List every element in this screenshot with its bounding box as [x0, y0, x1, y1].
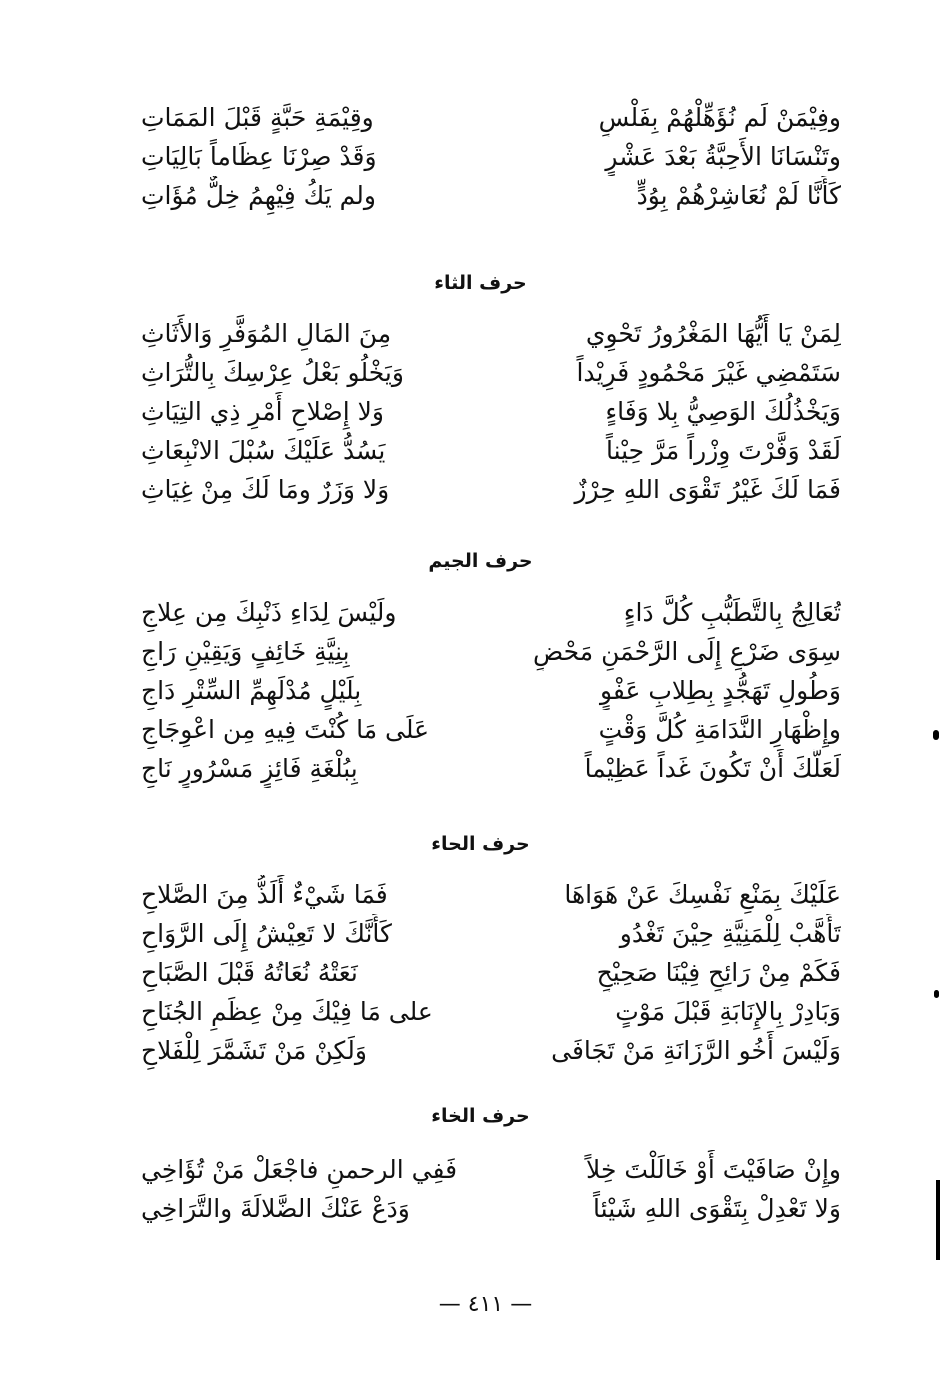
verse-first-hemistich: وفِيْمَنْ لَم نُؤَهِّلْهُمْ بِفَلْسٍ: [598, 103, 841, 132]
verse-first-hemistich: لِمَنْ يَا أَيُّهَا المَغْرُورُ تَحْوِي: [585, 319, 841, 348]
section-title-kha: حرف الخاء: [431, 1105, 530, 1127]
verse: [141, 1150, 841, 1189]
scan-mark: [936, 1180, 940, 1260]
verse: [141, 1189, 841, 1228]
verse-second-hemistich: وَلا إِصْلاحِ أَمْرِ ذِي التِيَاثِ: [141, 397, 384, 426]
verse-first-hemistich: وَطُولِ تَهَجُّدٍ بِطِلابِ عَفْوٍ: [599, 676, 841, 705]
verse: [141, 593, 841, 632]
verse: [141, 176, 841, 215]
verse-second-hemistich: يَسُدُّ عَلَيْكَ سُبْلَ الانْبِعَاثِ: [141, 436, 386, 465]
verse: [141, 431, 841, 470]
verse: [141, 314, 841, 353]
verse: [141, 953, 841, 992]
verse-second-hemistich: وَيَخْلُو بَعْلُ عِرْسِكَ بِالتُّرَاثِ: [141, 358, 404, 387]
verse-first-hemistich: وإِظْهَارِ النَّدَامَةِ كُلَّ وَقْتٍ: [598, 715, 841, 744]
section-tha-verses: [141, 314, 841, 509]
verse-first-hemistich: فَمَا لَكَ غَيْرُ تَقْوَى اللهِ حِرْزٌ: [574, 475, 841, 504]
verse-first-hemistich: تُعَالِجُ بِالتَّطَبُّبِ كُلَّ دَاءٍ: [623, 598, 841, 627]
verse: [141, 98, 841, 137]
verse-first-hemistich: فَكَمْ مِنْ رَائِحٍ فِيْنَا صَحِيْحٍ: [596, 958, 841, 987]
verse: [141, 875, 841, 914]
verse-second-hemistich: ولم يَكُ فِيْهِمُ خِلٌّ مُؤَاتِ: [141, 181, 376, 210]
verse-first-hemistich: وَيَخْذُلُكَ الوَصِيُّ بِلا وَفَاءٍ: [605, 397, 841, 426]
section-title-tha: حرف الثاء: [434, 272, 527, 294]
section-kha-verses: [141, 1150, 841, 1228]
verse: [141, 470, 841, 509]
verse-second-hemistich: بِبُلْغَةِ فَائِزٍ مَسْرُورٍ نَاجِ: [141, 754, 358, 783]
verse-second-hemistich: وَدَعْ عَنْكَ الضَّلالَةَ والتَّرَاخِي: [141, 1194, 410, 1223]
section-title-jim: حرف الجيم: [428, 550, 533, 572]
verse-second-hemistich: وَقَدْ صِرْنَا عِظَاماً بَالِيَاتِ: [141, 142, 377, 171]
verse-first-hemistich: سَتَمْضِي غَيْرَ مَحْمُودٍ فَرِيْداً: [576, 358, 841, 387]
verse-second-hemistich: وقِيْمَةِ حَبَّةٍ قَبْلَ المَمَاتِ: [141, 103, 374, 132]
verse: [141, 914, 841, 953]
verse-first-hemistich: سِوَى ضَرْعٍ إِلَى الرَّحْمَنِ مَحْضٍ: [532, 637, 841, 666]
verse-second-hemistich: بِلَيْلٍ مُدْلَهِمِّ السِّتْرِ دَاجِ: [141, 676, 362, 705]
verse: [141, 137, 841, 176]
verse-second-hemistich: عَلَى مَا كُنْتَ فِيهِ مِن اعْوِجَاجِ: [141, 715, 430, 744]
section-title-ha: حرف الحاء: [431, 833, 530, 855]
section-jim-verses: [141, 593, 841, 788]
verse-second-hemistich: على مَا فِيْكَ مِنْ عِظَمِ الجُنَاحِ: [141, 997, 433, 1026]
verse: [141, 1031, 841, 1070]
verse-second-hemistich: بِنِيَّةِ خَائِفٍ وَيَقِيْنِ رَاجِ: [141, 637, 350, 666]
verse-second-hemistich: وَلَكِنْ مَنْ تَشَمَّرَ لِلْفَلاحِ: [141, 1036, 367, 1065]
verse-first-hemistich: تَأَهَّبْ لِلْمَنِيَّةِ حِيْنَ تَغْدُو: [619, 919, 841, 948]
verse-first-hemistich: وَبَادِرْ بِالإِنَابَةِ قَبْلَ مَوْتٍ: [615, 997, 841, 1026]
verse-first-hemistich: لَقَدْ وَفَّرْتَ وِزْراً مَرَّ حِيْناً: [605, 436, 841, 465]
verse-first-hemistich: وتَنْسَانَا الأَحِبَّةُ بَعْدَ عَشْرٍ: [605, 142, 841, 171]
page-number: — ٤١١ —: [438, 1292, 533, 1317]
verse: [141, 992, 841, 1031]
verse-first-hemistich: وَلا تَعْدِلْ بِتَقْوَى اللهِ شَيْئاً: [593, 1194, 841, 1223]
verse-second-hemistich: نَعَتْهُ نُعَاتُهُ قَبْلَ الصَّبَاحِ: [141, 958, 358, 987]
verse-first-hemistich: كَأَنَّا لَمْ نُعَاشِرْهُمْ بِوُدٍّ: [636, 181, 841, 210]
verse: [141, 710, 841, 749]
verse: [141, 353, 841, 392]
verse: [141, 671, 841, 710]
verse: [141, 749, 841, 788]
verse: [141, 392, 841, 431]
verse: [141, 632, 841, 671]
verse-first-hemistich: لَعَلَّكَ أَنْ تَكُونَ غَداً عَظِيْماً: [584, 754, 841, 783]
verse-first-hemistich: عَلَيْكَ بِمَنْعِ نَفْسِكَ عَنْ هَوَاهَا: [564, 880, 841, 909]
section-ha-verses: [141, 875, 841, 1070]
verse-first-hemistich: وَلَيْسَ أَخُو الرَّزَانَةِ مَنْ تَجَافَى: [551, 1036, 841, 1065]
scan-mark: [933, 730, 939, 740]
verse-second-hemistich: وَلا وَزَرٌ ومَا لَكَ مِنْ غِيَاثِ: [141, 475, 390, 504]
verse-second-hemistich: كَأَنَّكَ لا تَعِيْشُ إِلَى الرَّوَاحِ: [141, 919, 392, 948]
verse-second-hemistich: فَفِي الرحمنِ فاجْعَلْ مَنْ تُؤَاخِي: [141, 1155, 458, 1184]
verse-second-hemistich: فَمَا شَيْءٌ أَلَذُّ مِنَ الصَّلاحِ: [141, 880, 388, 909]
intro-verses: [141, 98, 841, 215]
scan-mark: [934, 990, 939, 998]
verse-second-hemistich: مِنَ المَالِ المُوَفَّرِ وَالأَثَاثِ: [141, 319, 392, 348]
verse-first-hemistich: وإِنْ صَافَيْتَ أَوْ خَالَلْتَ خِلاً: [586, 1155, 841, 1184]
verse-second-hemistich: ولَيْسَ لِدَاءِ ذَنْبِكَ مِن عِلاجِ: [141, 598, 397, 627]
